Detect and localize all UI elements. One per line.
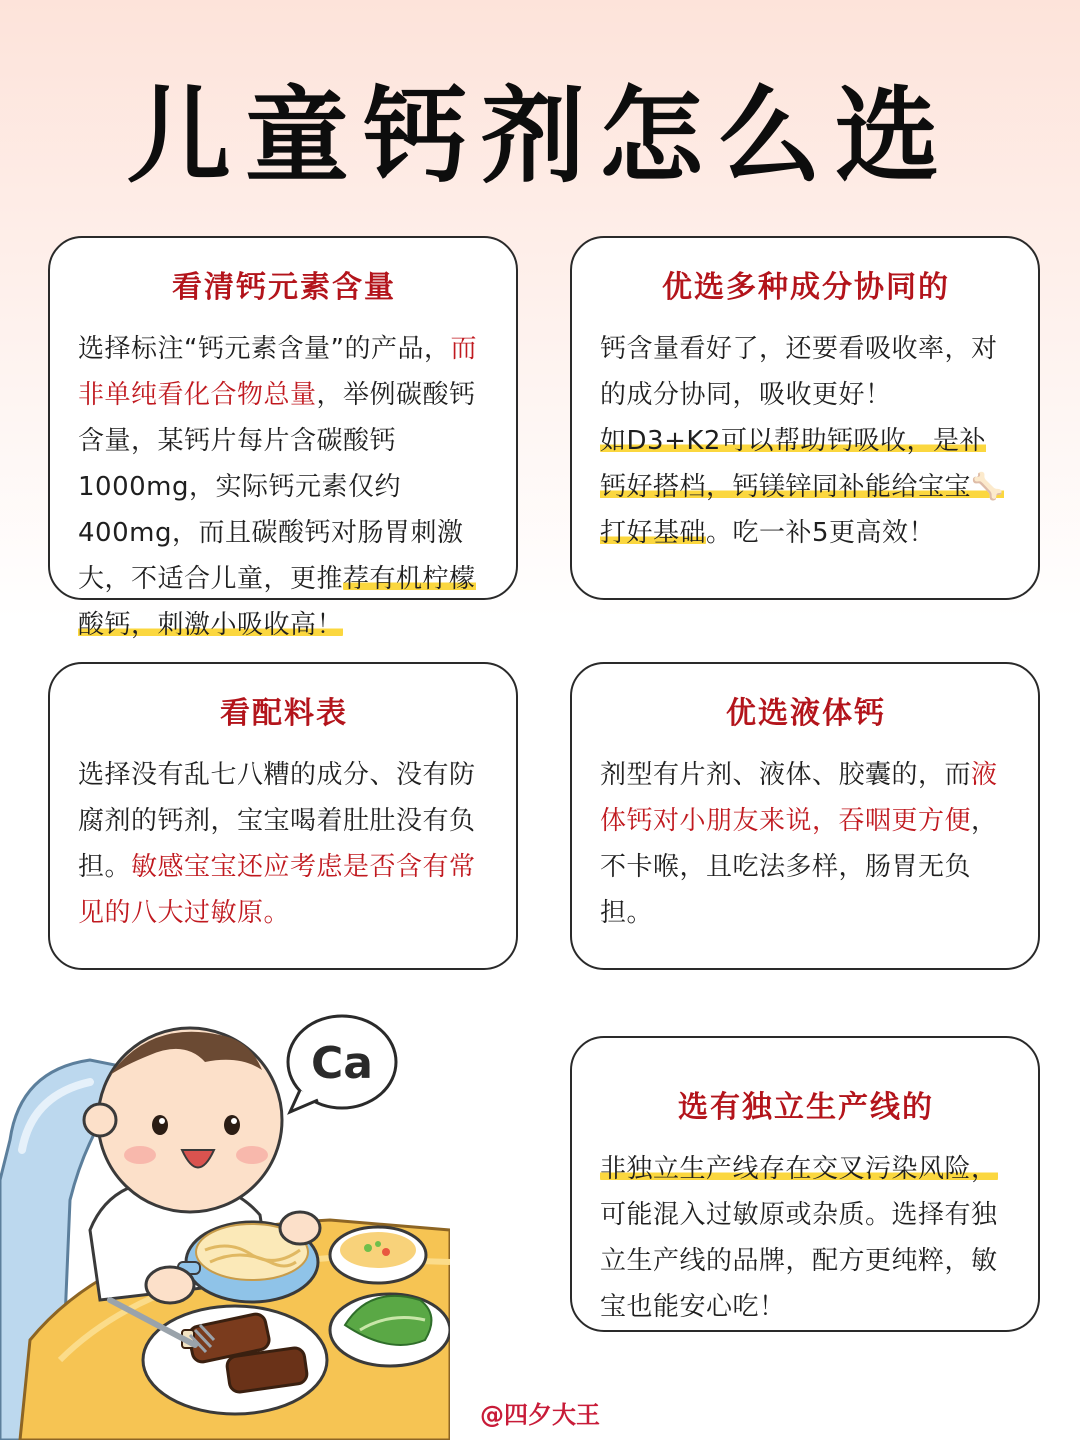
card-synergy <box>570 236 1040 600</box>
card-calcium-content <box>48 236 518 640</box>
speech-bubble-text: Ca <box>311 1038 373 1089</box>
body-text: 选择没有乱七八糟的成分、没有防腐剂的钙剂，宝宝喝着肚肚没有负担。 <box>78 760 476 882</box>
body-text: 可能混入过敏原或杂质。选择有独立生产线的品牌，配方更纯粹，敏宝也能安心吃！ <box>600 1200 998 1322</box>
body-text: 剂型有片剂、液体、胶囊的，而 <box>600 760 972 790</box>
baby-eating-icon <box>0 1000 450 1440</box>
body-text: ，举例碳酸钙含量，某钙片每片含碳酸钙1000mg，实际钙元素仅约400mg，而且碳酸钙对肠胃刺激大，不适合儿童，更推 <box>78 380 476 594</box>
card-title: 看清钙元素含量 <box>172 270 396 305</box>
emphasis-text: 而非单纯看化合物总量 <box>78 334 477 410</box>
card-title: 优选液体钙 <box>726 696 886 731</box>
highlighted-text: 如D3+K2可以帮助钙吸收，是补钙好搭档，钙镁锌同补能给宝宝🦴打好基础 <box>600 426 1004 548</box>
card-production-line <box>570 1036 1040 1332</box>
body-text: ，不卡喉，且吃法多样，肠胃无负担。 <box>600 806 998 928</box>
body-text: 钙含量看好了，还要看吸收率，对的成分协同，吸收更好！ <box>600 334 998 410</box>
body-text: 选择标注“钙元素含量”的产品， <box>78 334 451 364</box>
card-title: 优选多种成分协同的 <box>662 270 950 305</box>
body-text: 。吃一补5更高效！ <box>706 518 936 548</box>
page-title: 儿童钙剂怎么选 <box>126 75 953 197</box>
author-handle: @四夕大王 <box>480 1401 600 1429</box>
card-liquid-calcium <box>570 662 1040 970</box>
card-title: 看配料表 <box>220 696 348 731</box>
card-title: 选有独立生产线的 <box>678 1090 934 1125</box>
emphasis-text: 敏感宝宝还应考虑是否含有常见的八大过敏原。 <box>78 852 476 928</box>
card-ingredients <box>48 662 518 970</box>
emphasis-text: 液体钙对小朋友来说，吞咽更方便 <box>600 760 998 836</box>
highlighted-text: 非独立生产线存在交叉污染风险， <box>600 1154 998 1184</box>
card-body <box>600 752 1012 936</box>
card-body <box>600 1146 1012 1330</box>
card-body <box>78 326 490 648</box>
highlighted-text: 荐有机柠檬酸钙，刺激小吸收高！ <box>78 564 476 640</box>
card-body <box>78 752 490 936</box>
card-body <box>600 326 1012 556</box>
